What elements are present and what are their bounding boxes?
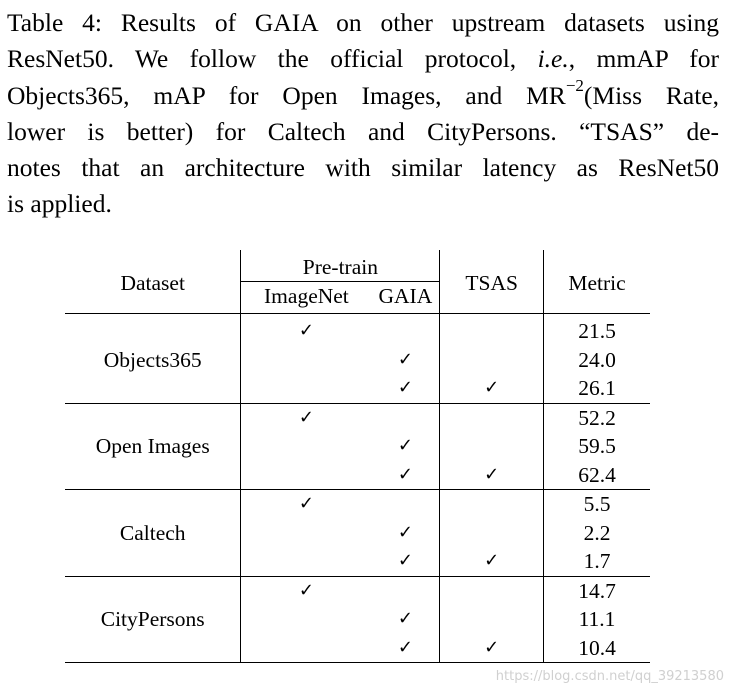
header-tsas: TSAS <box>440 250 544 314</box>
caption-line-3 <box>7 78 719 114</box>
metric-value: 24.0 <box>578 347 616 372</box>
table-header <box>65 250 650 314</box>
metric-value-best: 62.4 <box>578 462 616 487</box>
check-icon: ✓ <box>397 521 413 543</box>
metric-value-best: 1.7 <box>583 549 611 574</box>
table-row <box>65 576 650 605</box>
dataset-name: CityPersons <box>65 576 241 663</box>
metric-value-best: 10.4 <box>578 635 616 660</box>
check-icon: ✓ <box>440 374 544 403</box>
caption-line-6: is applied. <box>7 189 112 219</box>
group-caltech <box>65 490 650 577</box>
table-caption <box>7 5 719 223</box>
caption-superscript: −2 <box>565 76 584 96</box>
check-icon: ✓ <box>298 406 314 428</box>
metric-value: 21.5 <box>578 319 616 344</box>
check-icon: ✓ <box>298 579 314 601</box>
caption-ie: i.e. <box>537 44 569 74</box>
dataset-name: Caltech <box>65 490 241 577</box>
metric-value: 52.2 <box>578 405 616 430</box>
metric-value-best: 26.1 <box>578 376 616 401</box>
check-icon: ✓ <box>397 348 413 370</box>
group-citypersons <box>65 576 650 663</box>
check-icon: ✓ <box>397 608 413 630</box>
metric-value: 11.1 <box>578 607 616 632</box>
dataset-name: Open Images <box>65 403 241 490</box>
header-dataset: Dataset <box>65 250 241 314</box>
table-row <box>65 490 650 519</box>
check-icon: ✓ <box>397 636 413 658</box>
header-pretrain: Pre-train <box>241 250 440 282</box>
check-icon: ✓ <box>440 634 544 663</box>
metric-value: 59.5 <box>578 434 616 459</box>
caption-line-3-pre: Objects365, mAP for Open Images, and MR <box>7 80 566 110</box>
check-icon: ✓ <box>397 435 413 457</box>
check-icon: ✓ <box>440 461 544 490</box>
metric-value: 2.2 <box>583 520 611 545</box>
check-icon: ✓ <box>298 493 314 515</box>
group-open-images <box>65 403 650 490</box>
table-row <box>65 403 650 432</box>
watermark: https://blog.csdn.net/qq_39213580 <box>495 669 724 684</box>
caption-line-2 <box>7 41 719 77</box>
header-gaia: GAIA <box>378 284 433 308</box>
header-metric: Metric <box>568 271 626 295</box>
caption-line-5: notes that an architecture with similar latency as ResNet50 <box>7 153 719 183</box>
caption-line-3-post: (Miss Rate, <box>583 80 720 110</box>
check-icon: ✓ <box>440 547 544 576</box>
group-objects365 <box>65 317 650 403</box>
caption-line-4: lower is better) for Caltech and CityPersons. “TSAS” de- <box>7 116 719 146</box>
header-imagenet: ImageNet <box>264 284 349 308</box>
table-row <box>65 317 650 346</box>
metric-value: 5.5 <box>583 492 611 517</box>
check-icon: ✓ <box>397 463 413 485</box>
check-icon: ✓ <box>298 320 314 342</box>
caption-line-1: Table 4: Results of GAIA on other upstream datasets using <box>7 8 719 37</box>
check-icon: ✓ <box>397 550 413 572</box>
dataset-name: Objects365 <box>65 317 241 403</box>
check-icon: ✓ <box>397 377 413 399</box>
metric-value: 14.7 <box>578 578 616 603</box>
caption-line-2-post: , mmAP for <box>568 44 719 74</box>
caption-line-2-pre: ResNet50. We follow the official protocol, <box>7 44 538 74</box>
results-table <box>65 250 650 663</box>
